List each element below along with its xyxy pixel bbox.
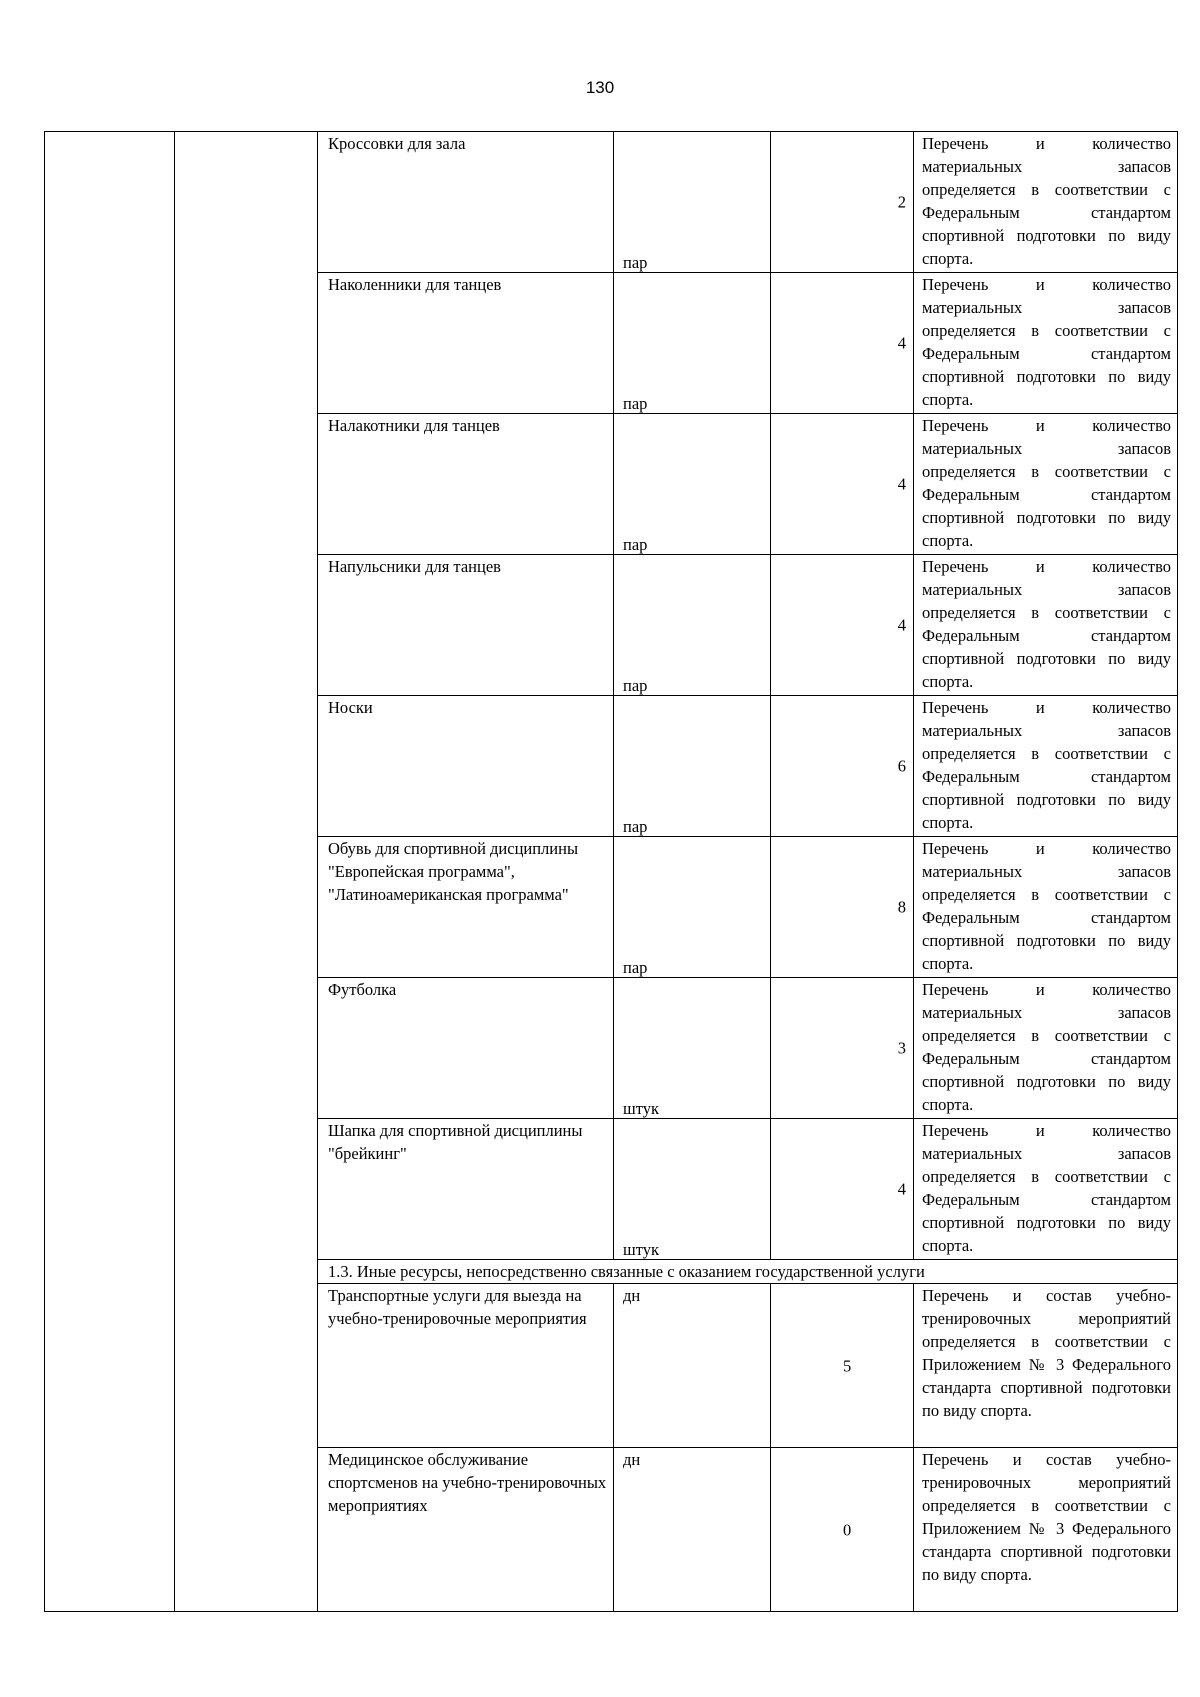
item-unit: пар: [623, 394, 648, 413]
item-name: Наколенники для танцев: [318, 273, 614, 414]
item-note: Перечень и количество материальных запасов определяется в соответствии с Федеральным стандартом спортивной подготовки по виду спорта.: [914, 555, 1178, 696]
item-qty-cell: [771, 273, 914, 414]
item-qty-cell: [771, 978, 914, 1119]
item-qty-cell: [771, 414, 914, 555]
item-name: Кроссовки для зала: [318, 132, 614, 273]
section-title: 1.3. Иные ресурсы, непосредственно связанные с оказанием государственной услуги: [318, 1260, 1178, 1284]
item-note: Перечень и количество материальных запасов определяется в соответствии с Федеральным стандартом спортивной подготовки по виду спорта.: [914, 837, 1178, 978]
empty-cell: [175, 132, 318, 1612]
item-unit-cell: [614, 837, 771, 978]
item-unit: пар: [623, 817, 648, 836]
item-note: Перечень и состав учебно-тренировочных мероприятий определяется в соответствии с Приложением № 3 Федерального стандарта спортивной подготовки по виду спорта.: [914, 1448, 1178, 1612]
item-qty: 3: [897, 1038, 906, 1058]
item-unit-cell: [614, 132, 771, 273]
item-qty-cell: [771, 132, 914, 273]
item-qty-cell: [771, 1284, 914, 1448]
item-qty-cell: [771, 555, 914, 696]
item-name: Налакотники для танцев: [318, 414, 614, 555]
item-qty-cell: [771, 1448, 914, 1612]
item-unit: пар: [623, 253, 648, 272]
item-unit: штук: [623, 1099, 659, 1118]
item-name: Медицинское обслуживание спортсменов на учебно-тренировочных мероприятиях: [318, 1448, 614, 1612]
page-number: 130: [585, 78, 615, 97]
item-unit: штук: [623, 1240, 659, 1259]
resources-table: [44, 131, 1178, 1612]
item-unit: дн: [614, 1448, 771, 1612]
item-name: Транспортные услуги для выезда на учебно-тренировочные мероприятия: [318, 1284, 614, 1448]
item-name: Носки: [318, 696, 614, 837]
item-qty: 0: [843, 1520, 852, 1539]
item-note: Перечень и количество материальных запасов определяется в соответствии с Федеральным стандартом спортивной подготовки по виду спорта.: [914, 132, 1178, 273]
item-qty: 4: [897, 474, 906, 494]
item-qty: 5: [843, 1356, 852, 1375]
empty-cell: [45, 132, 175, 1612]
item-unit-cell: [614, 414, 771, 555]
item-unit-cell: [614, 273, 771, 414]
item-unit: пар: [623, 535, 648, 554]
item-note: Перечень и состав учебно-тренировочных мероприятий определяется в соответствии с Приложением № 3 Федерального стандарта спортивной подготовки по виду спорта.: [914, 1284, 1178, 1448]
item-unit: пар: [623, 958, 648, 977]
item-unit-cell: [614, 696, 771, 837]
item-qty: 4: [897, 1179, 906, 1199]
item-unit-cell: [614, 555, 771, 696]
item-note: Перечень и количество материальных запасов определяется в соответствии с Федеральным стандартом спортивной подготовки по виду спорта.: [914, 1119, 1178, 1260]
item-qty-cell: [771, 837, 914, 978]
item-note: Перечень и количество материальных запасов определяется в соответствии с Федеральным стандартом спортивной подготовки по виду спорта.: [914, 414, 1178, 555]
item-qty: 4: [897, 333, 906, 353]
item-name: Напульсники для танцев: [318, 555, 614, 696]
item-unit: пар: [623, 676, 648, 695]
item-name: Обувь для спортивной дисциплины "Европейская программа", "Латиноамериканская программа": [318, 837, 614, 978]
item-name: Футболка: [318, 978, 614, 1119]
item-name: Шапка для спортивной дисциплины "брейкинг": [318, 1119, 614, 1260]
item-note: Перечень и количество материальных запасов определяется в соответствии с Федеральным стандартом спортивной подготовки по виду спорта.: [914, 696, 1178, 837]
item-qty: 2: [897, 192, 906, 212]
item-note: Перечень и количество материальных запасов определяется в соответствии с Федеральным стандартом спортивной подготовки по виду спорта.: [914, 978, 1178, 1119]
item-qty-cell: [771, 1119, 914, 1260]
item-qty: 6: [897, 756, 906, 776]
item-qty-cell: [771, 696, 914, 837]
item-qty: 8: [897, 897, 906, 917]
item-unit-cell: [614, 978, 771, 1119]
table-row: [45, 132, 1178, 273]
item-qty: 4: [897, 615, 906, 635]
item-unit: дн: [614, 1284, 771, 1448]
item-unit-cell: [614, 1119, 771, 1260]
item-note: Перечень и количество материальных запасов определяется в соответствии с Федеральным стандартом спортивной подготовки по виду спорта.: [914, 273, 1178, 414]
